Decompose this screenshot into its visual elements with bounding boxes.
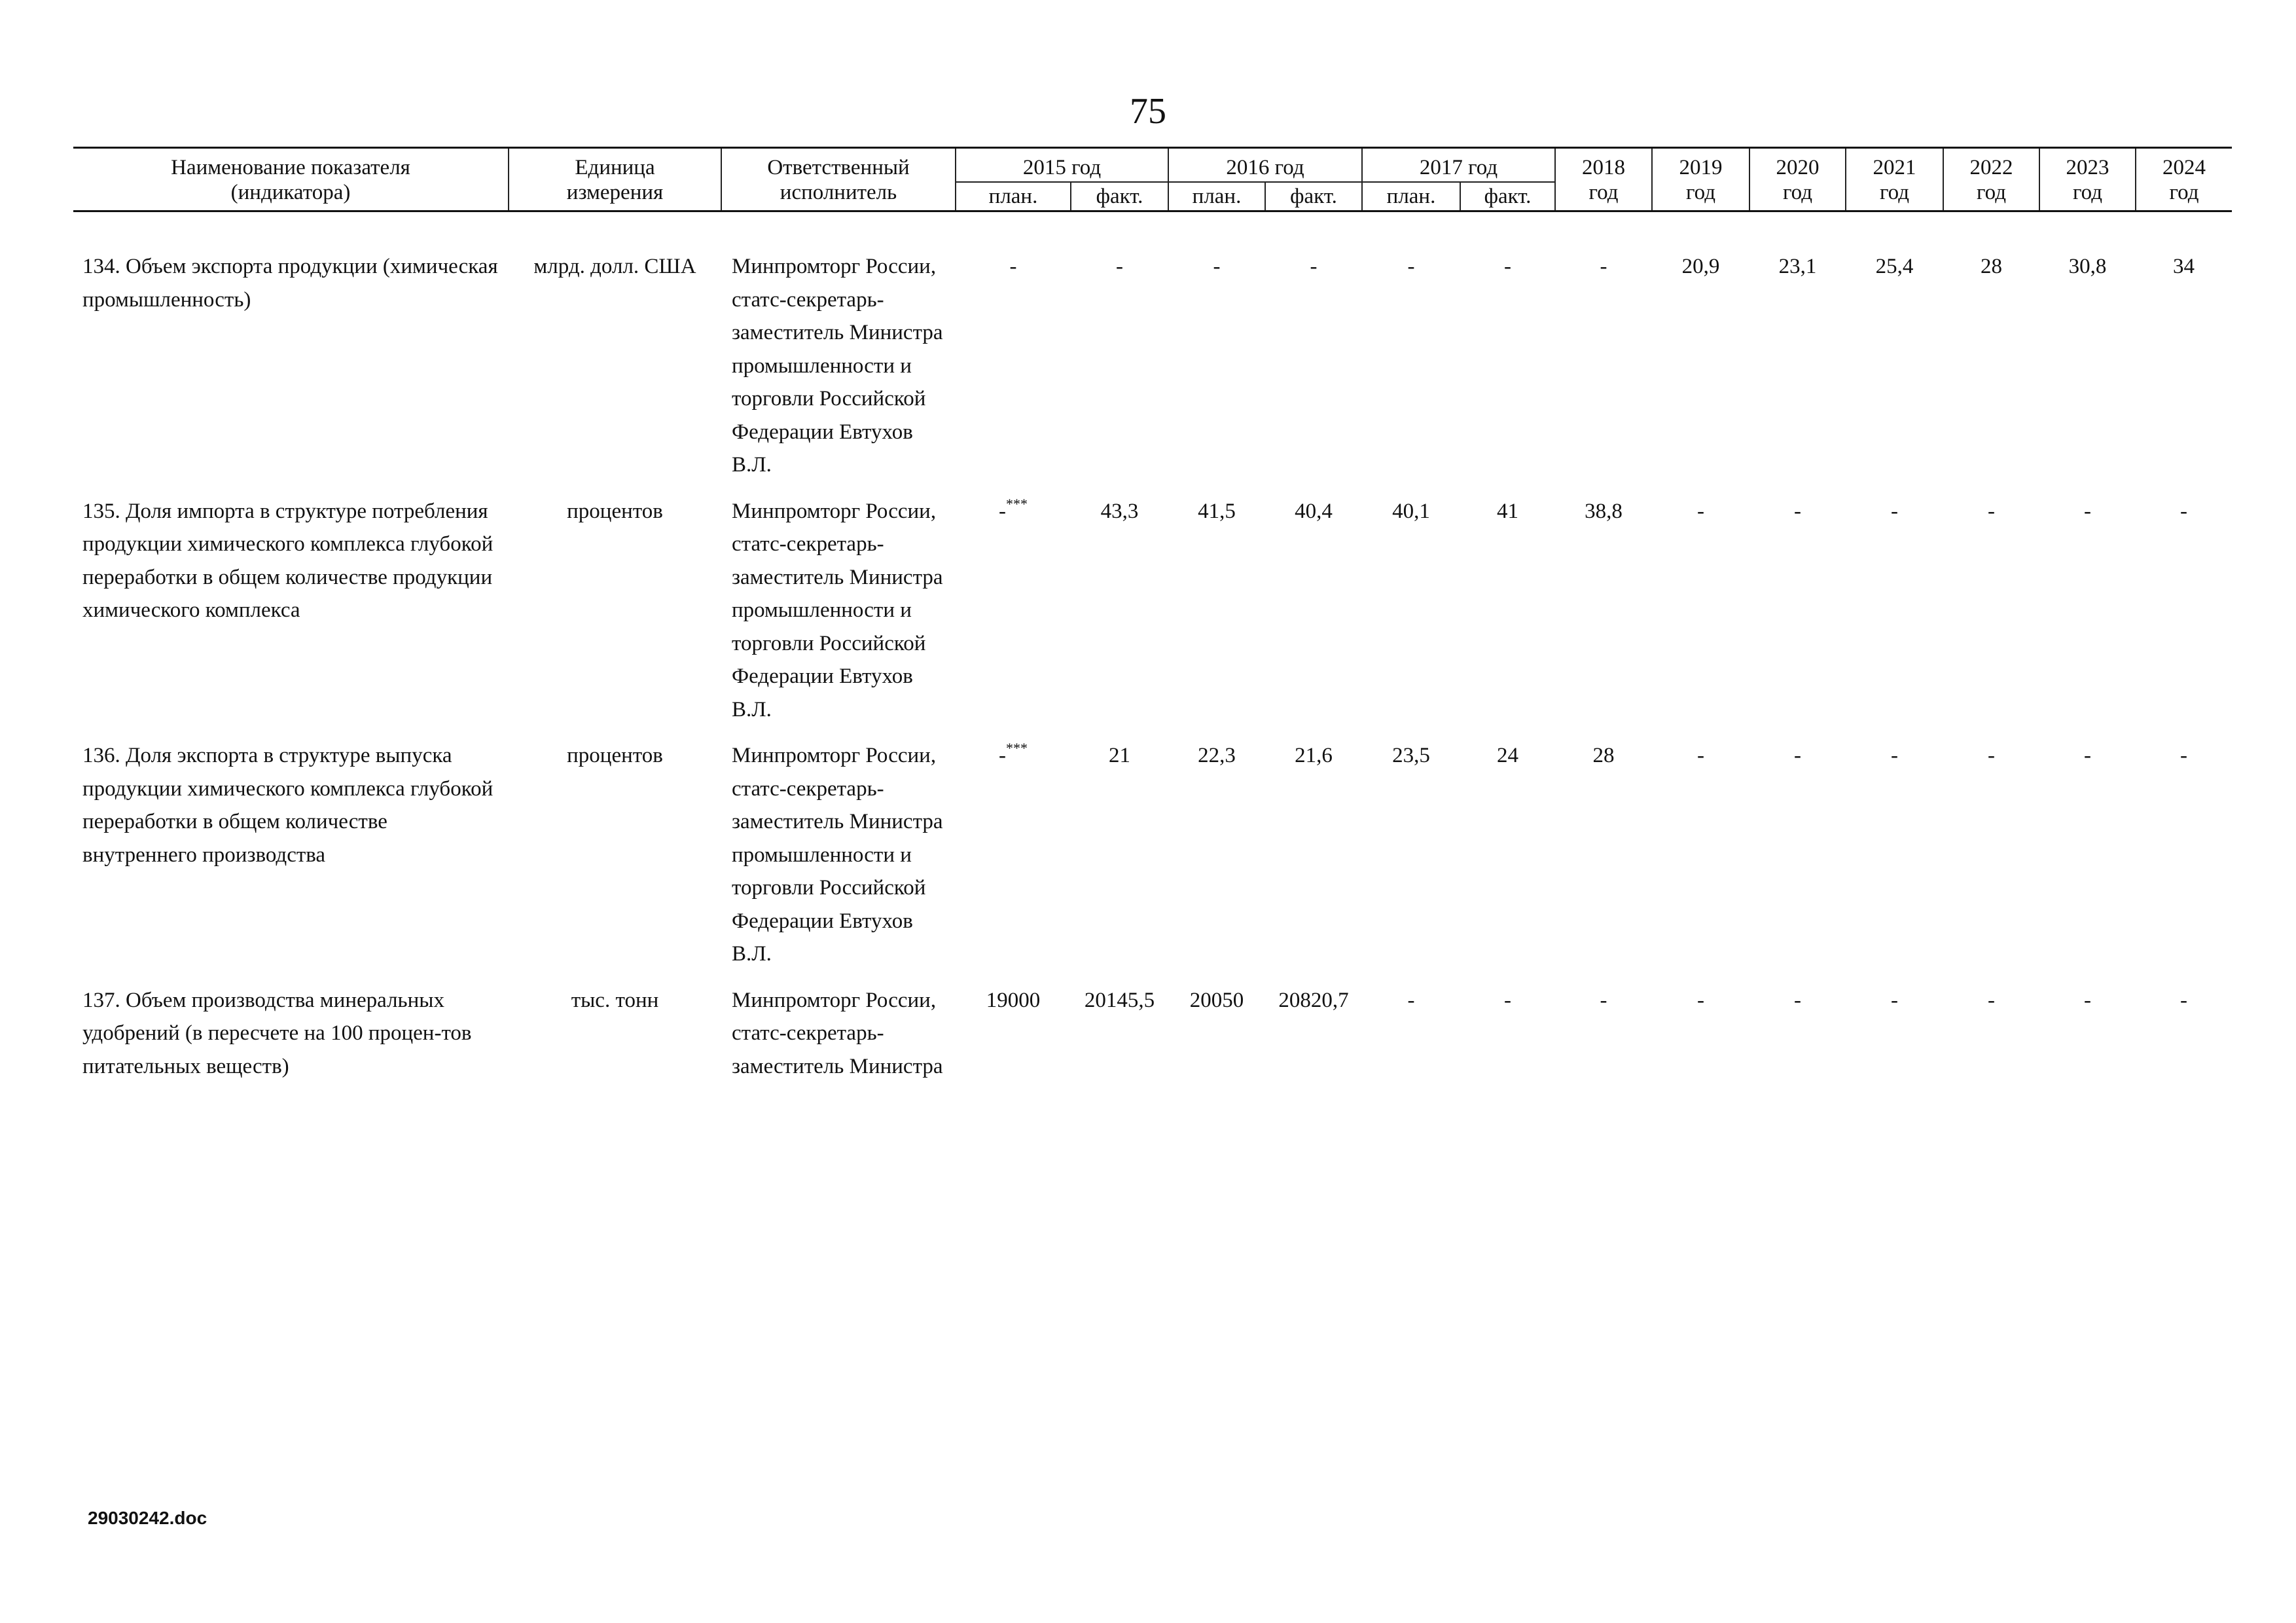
value-2015-fact: - xyxy=(1116,255,1123,278)
header-year-2022: 2022 год xyxy=(1943,148,2039,211)
indicator-unit: процентов xyxy=(567,744,663,767)
value-2023: 30,8 xyxy=(2068,255,2107,278)
value-2016-fact: 40,4 xyxy=(1295,499,1333,523)
responsible-executor: Минпромторг России, статс-секретарь-заместитель Министра промышленности и торговли Российской Федерации Евтухов В.Л. xyxy=(732,744,943,966)
header-2015-plan: план. xyxy=(956,182,1071,211)
indicator-table xyxy=(73,147,2232,1096)
value-2017-plan: - xyxy=(1407,988,1415,1012)
value-2021: 25,4 xyxy=(1875,255,1914,278)
value-2015-fact: 20145,5 xyxy=(1084,988,1155,1012)
value-2019: - xyxy=(1697,744,1704,767)
value-2022: - xyxy=(1988,988,1995,1012)
header-2017-plan: план. xyxy=(1362,182,1460,211)
indicator-name: 137. Объем производства минеральных удобрений (в пересчете на 100 процен-тов питательных веществ) xyxy=(82,988,472,1078)
indicator-name: 135. Доля импорта в структуре потребления продукции химического комплекса глубокой переработки в общем количестве продукции химического комплекса xyxy=(82,499,493,622)
header-2017-fact: факт. xyxy=(1460,182,1555,211)
value-2020: 23,1 xyxy=(1778,255,1817,278)
table-row xyxy=(73,739,2232,984)
value-2017-fact: - xyxy=(1504,255,1511,278)
header-year-2019: 2019 год xyxy=(1652,148,1749,211)
footnote-mark: *** xyxy=(1006,495,1028,512)
value-2016-plan: - xyxy=(1213,255,1221,278)
responsible-executor: Минпромторг России, статс-секретарь-заместитель Министра промышленности и торговли Российской Федерации Евтухов В.Л. xyxy=(732,499,943,721)
header-year-2015: 2015 год xyxy=(956,148,1168,183)
header-year-2021: 2021 год xyxy=(1846,148,1943,211)
value-2017-plan: 23,5 xyxy=(1392,744,1430,767)
value-2023: - xyxy=(2084,499,2091,523)
value-2016-plan: 22,3 xyxy=(1198,744,1236,767)
value-2022: 28 xyxy=(1981,255,2002,278)
header-responsible: Ответственный исполнитель xyxy=(721,148,956,211)
value-2024: - xyxy=(2180,499,2187,523)
indicator-unit: млрд. долл. США xyxy=(533,255,696,278)
value-2024: 34 xyxy=(2173,255,2195,278)
value-2022: - xyxy=(1988,499,1995,523)
header-year-2016: 2016 год xyxy=(1168,148,1362,183)
header-unit: Единица измерения xyxy=(509,148,721,211)
table-row xyxy=(73,984,2232,1097)
value-2024: - xyxy=(2180,744,2187,767)
table-header xyxy=(73,148,2232,211)
value-2019: 20,9 xyxy=(1681,255,1720,278)
header-2016-fact: факт. xyxy=(1265,182,1362,211)
page-number: 75 xyxy=(1130,91,1166,132)
value-2017-fact: - xyxy=(1504,988,1511,1012)
value-2018: - xyxy=(1600,988,1607,1012)
value-2021: - xyxy=(1891,988,1898,1012)
value-2015-fact: 21 xyxy=(1109,744,1130,767)
value-2019: - xyxy=(1697,988,1704,1012)
header-year-2020: 2020 год xyxy=(1749,148,1846,211)
value-2021: - xyxy=(1891,499,1898,523)
header-year-2017: 2017 год xyxy=(1362,148,1555,183)
value-2016-plan: 20050 xyxy=(1189,988,1244,1012)
value-2016-fact: 21,6 xyxy=(1295,744,1333,767)
header-year-2018: 2018 год xyxy=(1555,148,1652,211)
indicator-unit: процентов xyxy=(567,499,663,523)
value-2021: - xyxy=(1891,744,1898,767)
value-2020: - xyxy=(1794,499,1801,523)
value-2024: - xyxy=(2180,988,2187,1012)
footnote-mark: *** xyxy=(1006,740,1028,756)
header-year-2023: 2023 год xyxy=(2039,148,2136,211)
document-filename: 29030242.doc xyxy=(88,1508,207,1528)
table-row xyxy=(73,250,2232,495)
value-2018: 38,8 xyxy=(1585,499,1623,523)
header-indicator-name: Наименование показателя (индикатора) xyxy=(73,148,509,211)
responsible-executor: Минпромторг России, статс-секретарь-заместитель Министра промышленности и торговли Российской Федерации Евтухов В.Л. xyxy=(732,255,943,477)
value-2020: - xyxy=(1794,744,1801,767)
header-2015-fact: факт. xyxy=(1071,182,1168,211)
indicator-name: 136. Доля экспорта в структуре выпуска продукции химического комплекса глубокой переработки в общем количестве внутреннего производства xyxy=(82,744,493,867)
indicator-name: 134. Объем экспорта продукции (химическая промышленность) xyxy=(82,255,498,312)
value-2023: - xyxy=(2084,744,2091,767)
header-2016-plan: план. xyxy=(1168,182,1265,211)
value-2020: - xyxy=(1794,988,1801,1012)
value-2018: 28 xyxy=(1592,744,1615,767)
value-2023: - xyxy=(2084,988,2091,1012)
value-2019: - xyxy=(1697,499,1704,523)
value-2015-plan: -*** xyxy=(999,740,1028,767)
value-2017-fact: 41 xyxy=(1497,499,1518,523)
value-2017-fact: 24 xyxy=(1497,744,1518,767)
value-2017-plan: - xyxy=(1407,255,1415,278)
value-2017-plan: 40,1 xyxy=(1392,499,1430,523)
table-body xyxy=(73,211,2232,1097)
header-year-2024: 2024 год xyxy=(2136,148,2232,211)
value-2016-fact: - xyxy=(1310,255,1318,278)
value-2015-plan: - xyxy=(1009,255,1017,278)
responsible-executor: Минпромторг России, статс-секретарь-заместитель Министра xyxy=(732,988,943,1078)
value-2022: - xyxy=(1988,744,1995,767)
value-2015-fact: 43,3 xyxy=(1100,499,1139,523)
table-row xyxy=(73,495,2232,740)
value-2016-plan: 41,5 xyxy=(1198,499,1236,523)
value-2015-plan: -*** xyxy=(999,495,1028,523)
indicator-unit: тыс. тонн xyxy=(571,988,659,1012)
value-2018: - xyxy=(1600,255,1607,278)
value-2015-plan: 19000 xyxy=(986,988,1041,1012)
value-2016-fact: 20820,7 xyxy=(1278,988,1349,1012)
